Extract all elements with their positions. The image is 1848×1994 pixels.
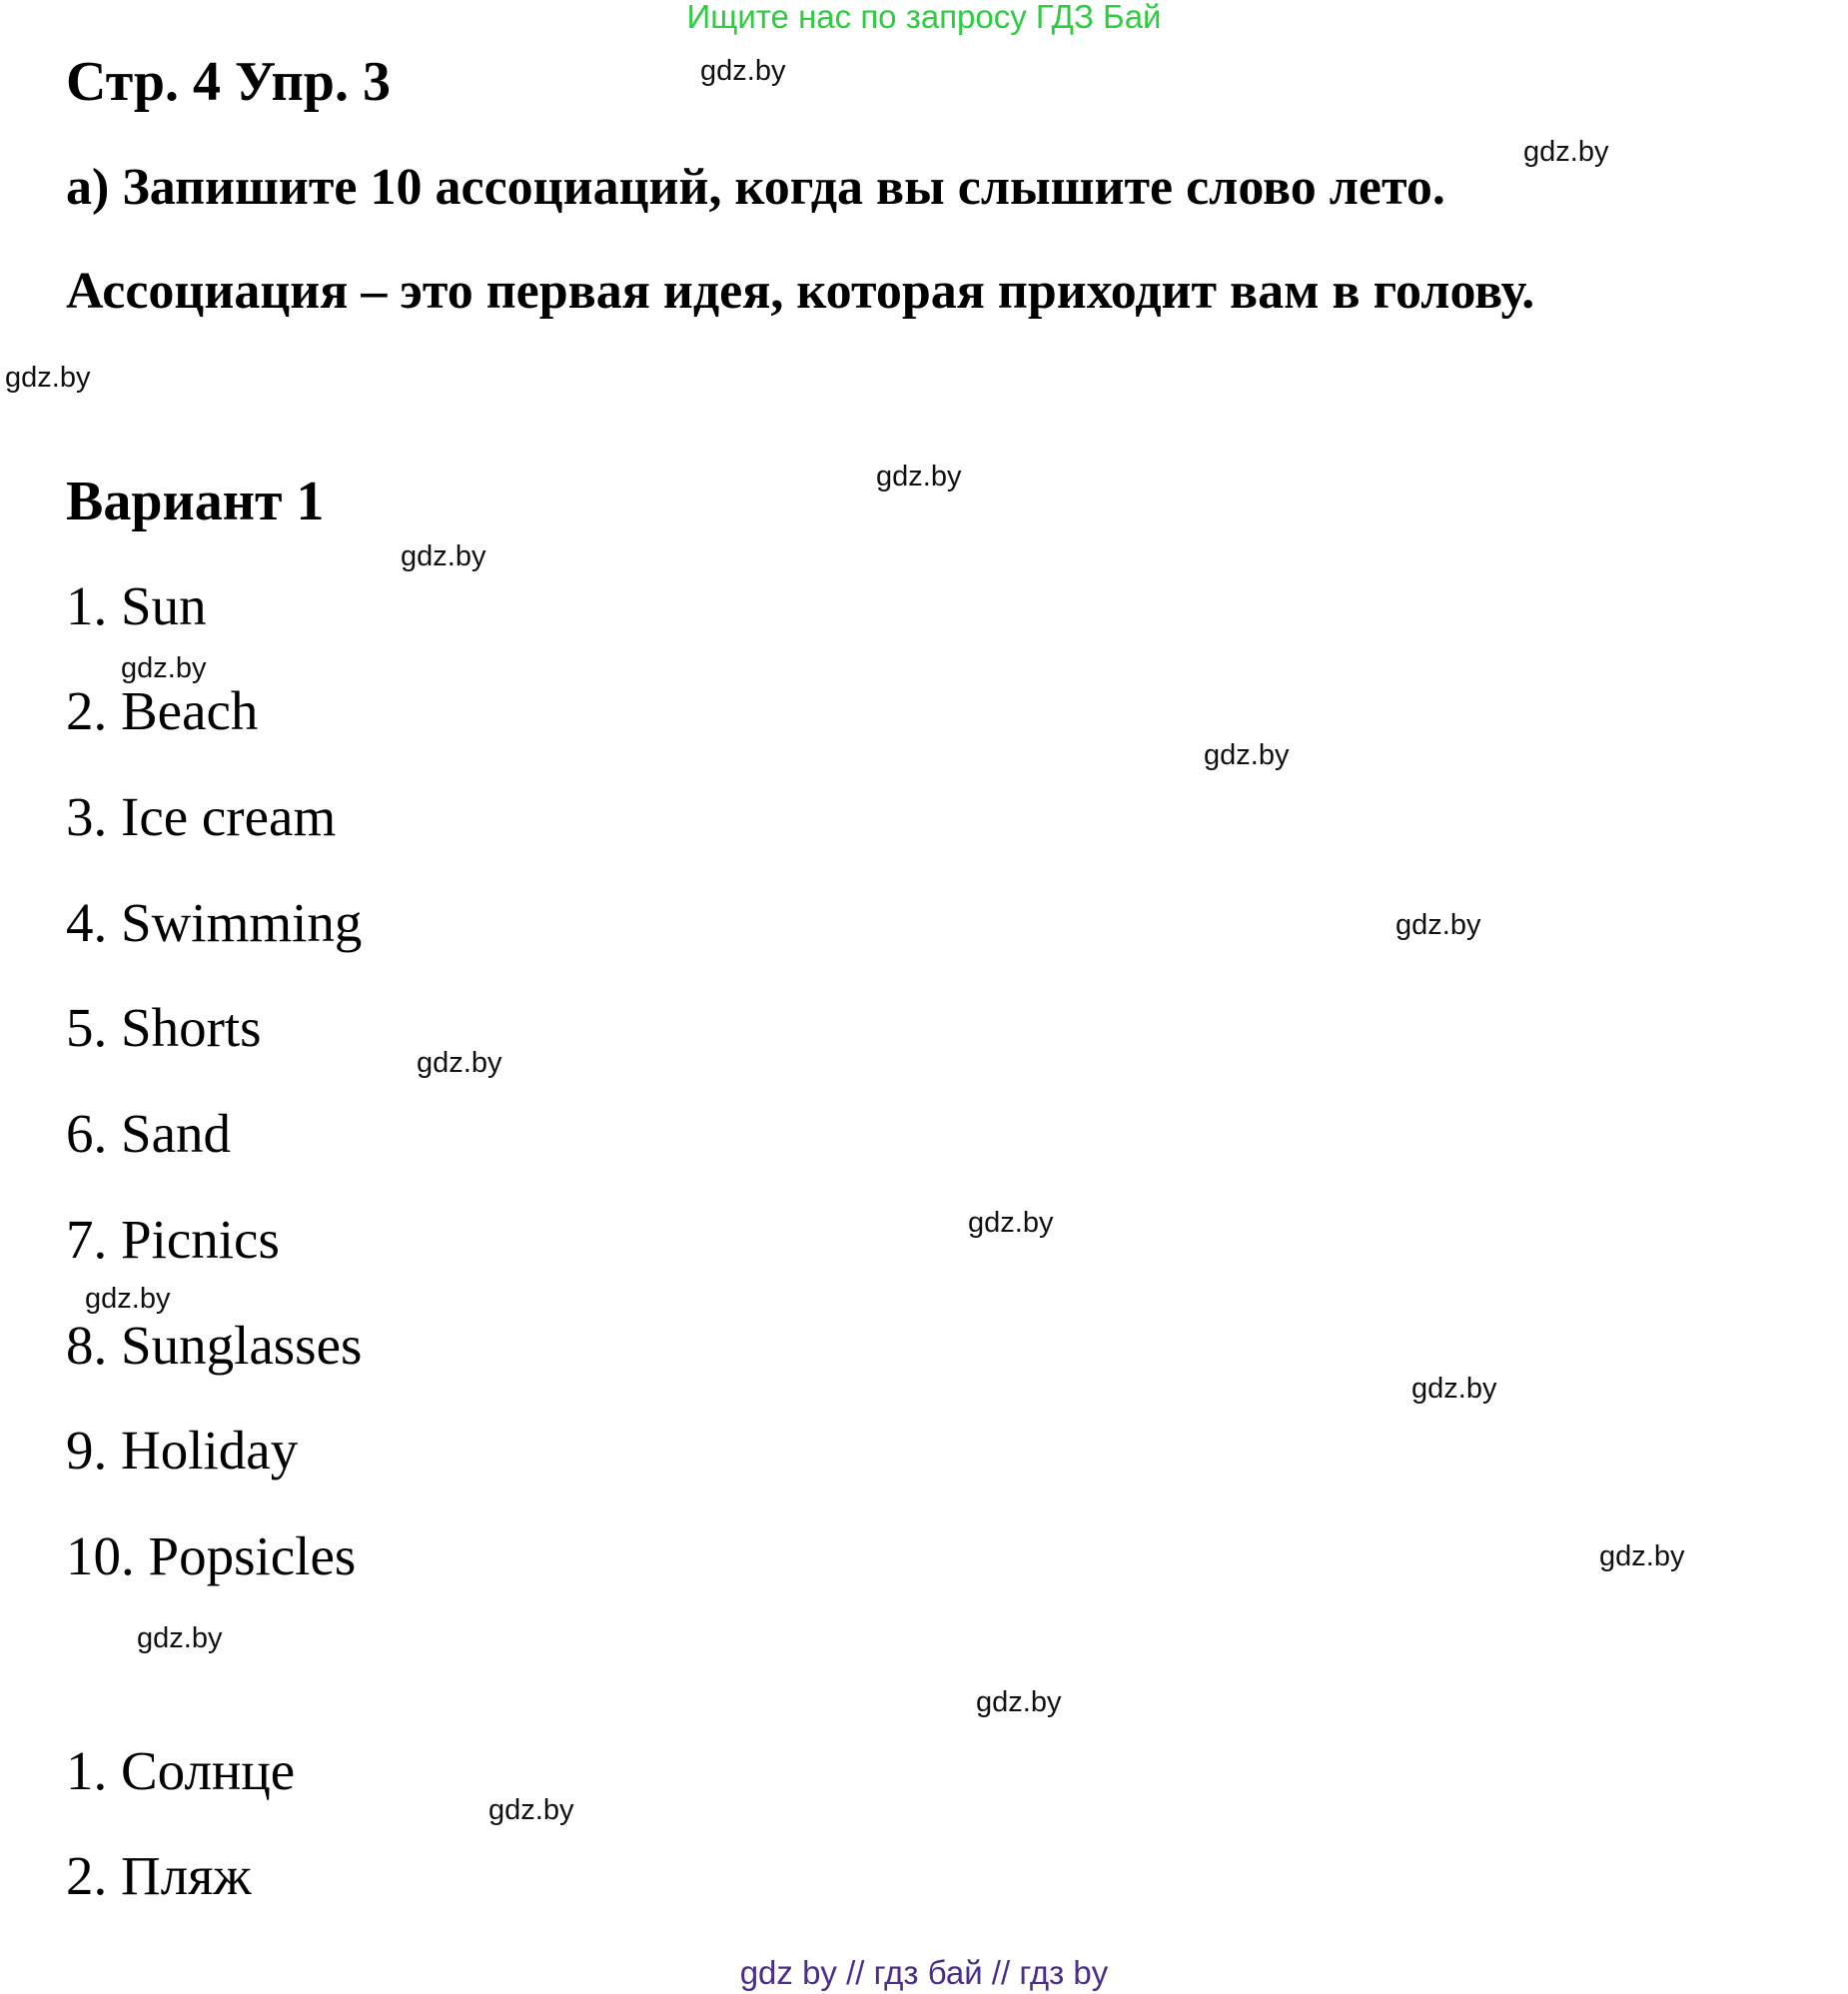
watermark: gdz.by (5, 362, 91, 394)
task-line-1: а) Запишите 10 ассоциаций, когда вы слышите слово лето. (66, 159, 1445, 216)
watermark: gdz.by (1523, 136, 1609, 168)
watermark: gdz.by (488, 1794, 574, 1826)
list-item: 6. Sand (66, 1103, 231, 1164)
list-item: 2. Пляж (66, 1845, 252, 1906)
watermark: gdz.by (1411, 1373, 1497, 1405)
watermark: gdz.by (85, 1283, 171, 1315)
page-title: Стр. 4 Упр. 3 (66, 51, 391, 113)
watermark: gdz.by (1204, 739, 1290, 771)
watermark: gdz.by (401, 540, 486, 572)
watermark: gdz.by (137, 1622, 223, 1654)
top-banner: Ищите нас по запросу ГДЗ Бай (686, 0, 1162, 35)
watermark: gdz.by (976, 1686, 1062, 1718)
variant-heading: Вариант 1 (66, 471, 325, 532)
list-item: 8. Sunglasses (66, 1315, 363, 1376)
list-item: 4. Swimming (66, 892, 363, 953)
watermark: gdz.by (417, 1047, 502, 1079)
watermark: gdz.by (968, 1207, 1054, 1239)
list-item: 1. Солнце (66, 1740, 296, 1801)
list-item: 2. Beach (66, 680, 259, 741)
watermark: gdz.by (1395, 909, 1481, 941)
list-item: 5. Shorts (66, 997, 262, 1058)
list-item: 3. Ice cream (66, 786, 337, 847)
list-item: 7. Picnics (66, 1209, 280, 1270)
bottom-banner: gdz by // гдз бай // гдз by (739, 1954, 1109, 1991)
watermark: gdz.by (1599, 1540, 1685, 1572)
list-item: 9. Holiday (66, 1420, 299, 1481)
watermark: gdz.by (121, 652, 207, 684)
watermark: gdz.by (700, 55, 786, 87)
watermark: gdz.by (876, 461, 962, 493)
list-item: 10. Popsicles (66, 1525, 357, 1586)
list-item: 1. Sun (66, 575, 207, 636)
task-line-2: Ассоциация – это первая идея, которая приходит вам в голову. (66, 263, 1535, 320)
